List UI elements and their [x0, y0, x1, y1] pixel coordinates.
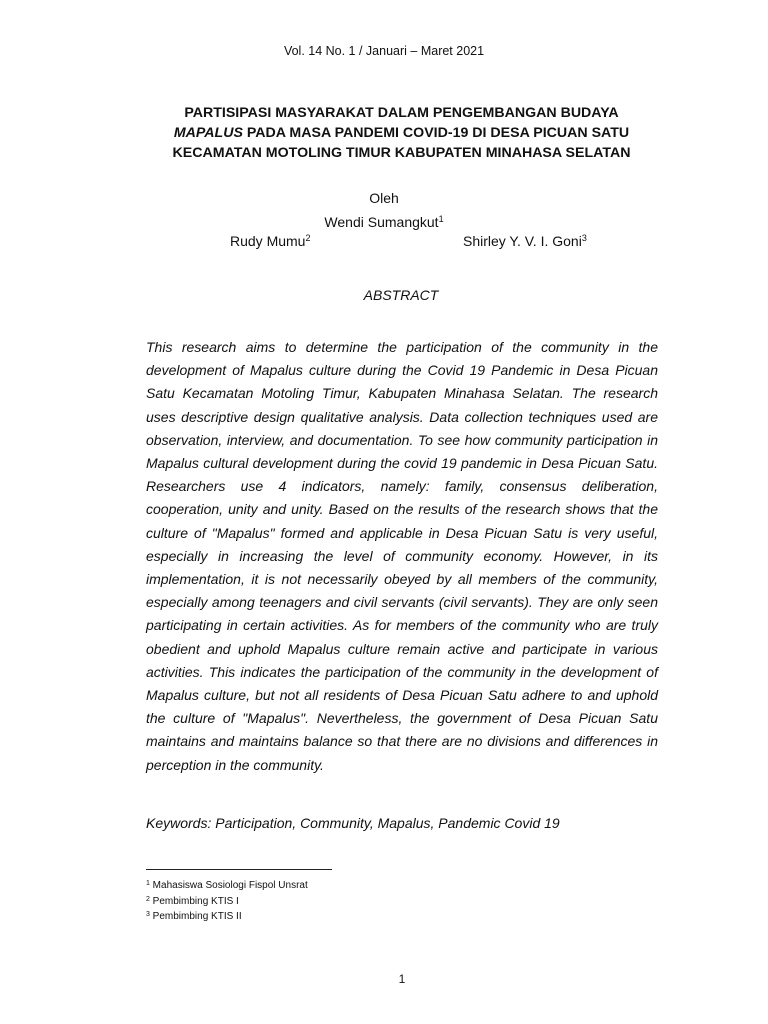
by-label: Oleh — [369, 190, 399, 206]
footnote-text: Pembimbing KTIS I — [149, 895, 239, 907]
title-mapalus-italic: MAPALUS — [173, 125, 243, 141]
author-third-name: Shirley Y. V. I. Goni — [463, 233, 582, 249]
footnote-text: Pembimbing KTIS II — [149, 911, 242, 922]
title-line-1: PARTISIPASI MASYARAKAT DALAM PENGEMBANGAN BUDAYA — [184, 105, 619, 121]
paper-title — [110, 103, 693, 163]
footnotes — [146, 877, 446, 924]
title-line-2 — [110, 123, 693, 143]
abstract-heading: ABSTRACT — [363, 287, 439, 303]
footnote-mark: 3 — [146, 911, 150, 918]
abstract-body: This research aims to determine the participation of the community in the development of Mapalus culture during the Covid 19 Pandemic in Desa Picuan Satu Kecamatan Motoling Timur, Kabupaten Minahasa Selatan. The research uses descriptive design qualitative analysis. Data collection techniques used are observation, interview, and documentation. To see how community participation in Mapalus cultural development during the covid 19 pandemic in Desa Picuan Satu. Researchers use 4 indicators, namely: family, consensus deliberation, cooperation, unity and unity. Based on the results of the research shows that the culture of "Mapalus" formed and applicable in Desa Picuan Satu is very useful, especially in increasing the level of community economy. However, in its implementation, it is not necessarily obeyed by all members of the community, especially among teenagers and civil servants (civil servants). They are only seen participating in certain activities. As for members of the community who are truly obedient and uphold Mapalus culture remain active and participate in various activities. This indicates the participation of the community in the development of Mapalus culture, but not all residents of Desa Picuan Satu adhere to and uphold the culture of "Mapalus". Nevertheless, the government of Desa Picuan Satu maintains and maintains balance so that there are no divisions and differences in perception in the community. — [146, 339, 658, 773]
title-line-2-rest: PADA MASA PANDEMI COVID-19 DI DESA PICUAN SATU — [242, 125, 630, 141]
footnote-mark: 1 — [146, 880, 150, 887]
author-second-name: Rudy Mumu — [230, 233, 306, 249]
page-number: 1 — [398, 972, 406, 986]
journal-issue-header: Vol. 14 No. 1 / Januari – Maret 2021 — [283, 44, 485, 58]
author-second-mark: 2 — [305, 233, 311, 243]
title-line-3: KECAMATAN MOTOLING TIMUR KABUPATEN MINAHASA SELATAN — [172, 145, 631, 161]
footnote-item — [146, 908, 446, 924]
footnote-item — [146, 877, 446, 893]
author-second — [230, 233, 310, 249]
footnote-text: Mahasiswa Sosiologi Fispol Unsrat — [149, 880, 308, 891]
footnote-item — [146, 893, 446, 909]
author-first-mark: 1 — [438, 214, 444, 224]
author-third-mark: 3 — [581, 233, 587, 243]
author-first — [0, 209, 768, 233]
footnote-divider — [146, 869, 332, 870]
author-block — [0, 188, 768, 255]
keywords-line: Keywords: Participation, Community, Mapalus, Pandemic Covid 19 — [146, 815, 560, 831]
author-row — [0, 233, 768, 255]
author-first-name: Wendi Sumangkut — [324, 214, 439, 230]
author-third — [463, 233, 587, 249]
footnote-mark: 2 — [146, 895, 150, 903]
